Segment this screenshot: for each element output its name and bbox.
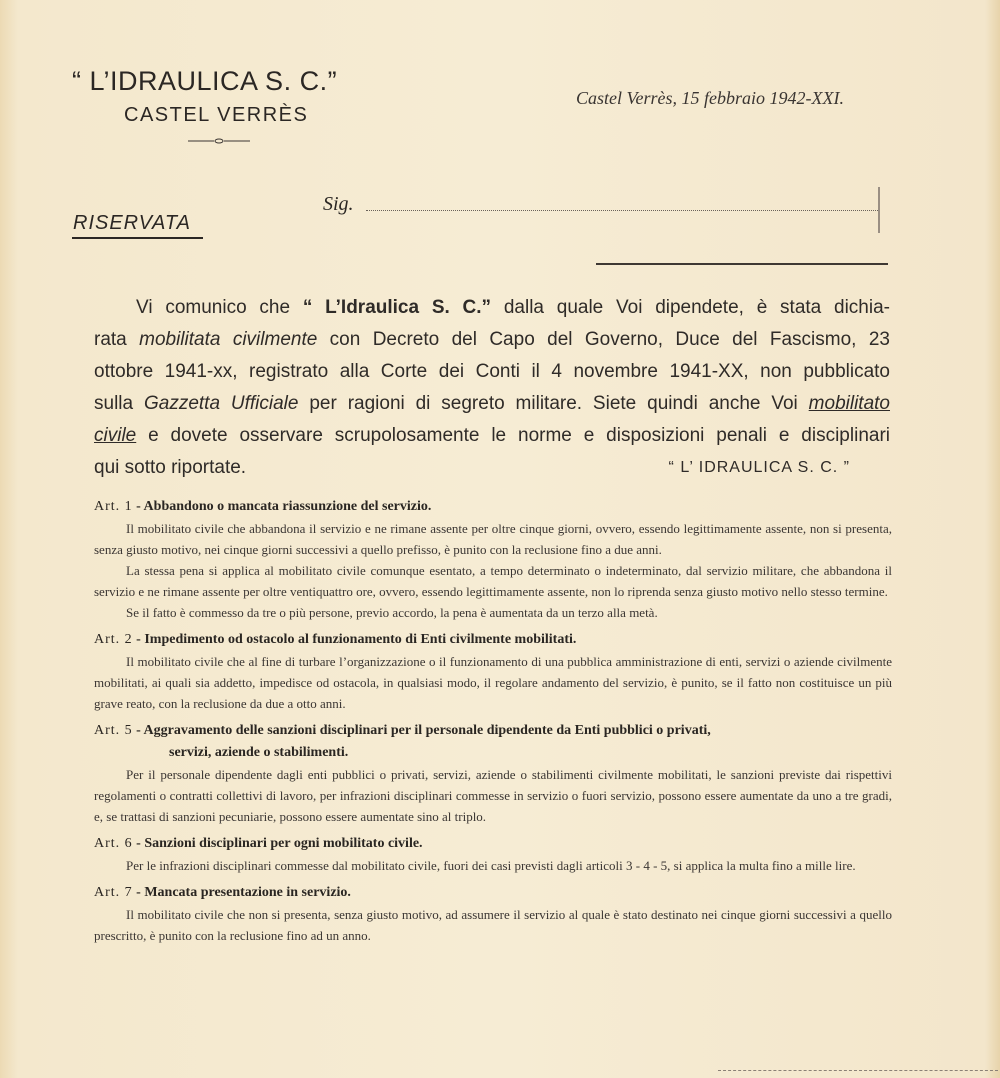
classification-label: RISERVATA [73,212,191,234]
classification-underline [72,237,203,239]
intro-line-2: rata mobilitata civilmente con Decreto del Capo del Governo, Duce del Fascismo, 23 [94,329,890,350]
article-2-paragraph-1: Il mobilitato civile che al fine di turbare l’organizzazione o il funzionamento di una pubblica amministrazione di enti, servizi o aziende civilmente mobilitati, ai quali sia addetto, impedisce od ostacola, in qualsiasi modo, il regolare andamento del servizio, è punito, se il fatto non costituisce un più grave reato, con la reclusione da due a otto anni. [94,654,892,711]
article-1-paragraph-1: Il mobilitato civile che abbandona il servizio e ne rimane assente per oltre cinque giorni, ovvero, essendo legittimamente assente, non si presenta, senza giusto motivo, nei cinque giorni successivi a quello prefisso, è punito con la reclusione fino a due anni. [94,521,892,557]
recipient-address-line [596,263,888,265]
company-name: “ L’IDRAULICA S. C.” [72,66,338,96]
article-7-paragraph-1: Il mobilitato civile che non si presenta, senza giusto motivo, ad assumere il servizio al quale è stato destinato nei cinque giorni successivi a quello prescritto, è punito con la reclusione fino ad un anno. [94,907,892,943]
field-tick [878,187,880,233]
article-2-title: Art. 2 - Impedimento od ostacolo al funzionamento di Enti civilmente mobilitati. [94,632,577,647]
article-6-title: Art. 6 - Sanzioni disciplinari per ogni mobilitato civile. [94,836,423,851]
article-5-title: Art. 5 - Aggravamento delle sanzioni disciplinari per il personale dipendente da Enti pubblici o privati, servizi, aziende o stabilimenti. [94,723,711,760]
article-7-title: Art. 7 - Mancata presentazione in servizio. [94,885,351,900]
article-1-paragraph-3: Se il fatto è commesso da tre o più persone, previo accordo, la pena è aumentata da un terzo alla metà. [126,605,658,620]
intro-line-3: ottobre 1941-xx, registrato alla Corte dei Conti il 4 novembre 1941-XX, non pubblicato [94,361,890,382]
article-5-paragraph-1: Per il personale dipendente dagli enti pubblici o privati, servizi, aziende o stabilimenti civilmente mobilitati, le sanzioni previste dai rispettivi regolamenti o contratti collettivi di lavoro, per infrazioni disciplinari commesse in servizio o fuori servizio, possono essere aumentate da uno a tre gradi, e, se trattasi di sanzioni pecuniarie, possono essere aumentate sino al triplo. [94,767,892,824]
article-1-paragraph-2: La stessa pena si applica al mobilitato civile comunque esentato, a tempo determinato o indeterminato, dal servizio militare, che abbandona il servizio e ne rimane assente per oltre ventiquattro ore, ovvero, essendo legittimamente assente, non lo riprenda senza giusto motivo nello stesso termine. [94,563,892,599]
intro-paragraph [94,292,890,484]
intro-line-4: sulla Gazzetta Ufficiale per ragioni di segreto militare. Siete quindi anche Voi mobilitato [94,393,890,414]
article-1-title: Art. 1 - Abbandono o mancata riassunzione del servizio. [94,499,432,514]
recipient-name-field [366,210,880,211]
articles-section [94,496,892,946]
company-city: CASTEL VERRÈS [124,104,309,126]
intro-line-1: Vi comunico che “ L’Idraulica S. C.” dalla quale Voi dipendete, è stata dichia- [136,297,890,318]
date-line: Castel Verrès, 15 febbraio 1942-XXI. [576,88,844,108]
intro-line-6: qui sotto riportate. “ L’ IDRAULICA S. C. ” [94,452,890,484]
recipient-label: Sig. [323,193,354,215]
ornament-divider [188,138,250,144]
bottom-dash [718,1070,998,1071]
signoff: “ L’ IDRAULICA S. C. ” [668,459,850,476]
intro-line-5: civile e dovete osservare scrupolosamente le norme e disposizioni penali e disciplinari [94,425,890,446]
article-6-paragraph-1: Per le infrazioni disciplinari commesse dal mobilitato civile, fuori dei casi previsti dagli articoli 3 - 4 - 5, si applica la multa fino a mille lire. [126,858,856,873]
